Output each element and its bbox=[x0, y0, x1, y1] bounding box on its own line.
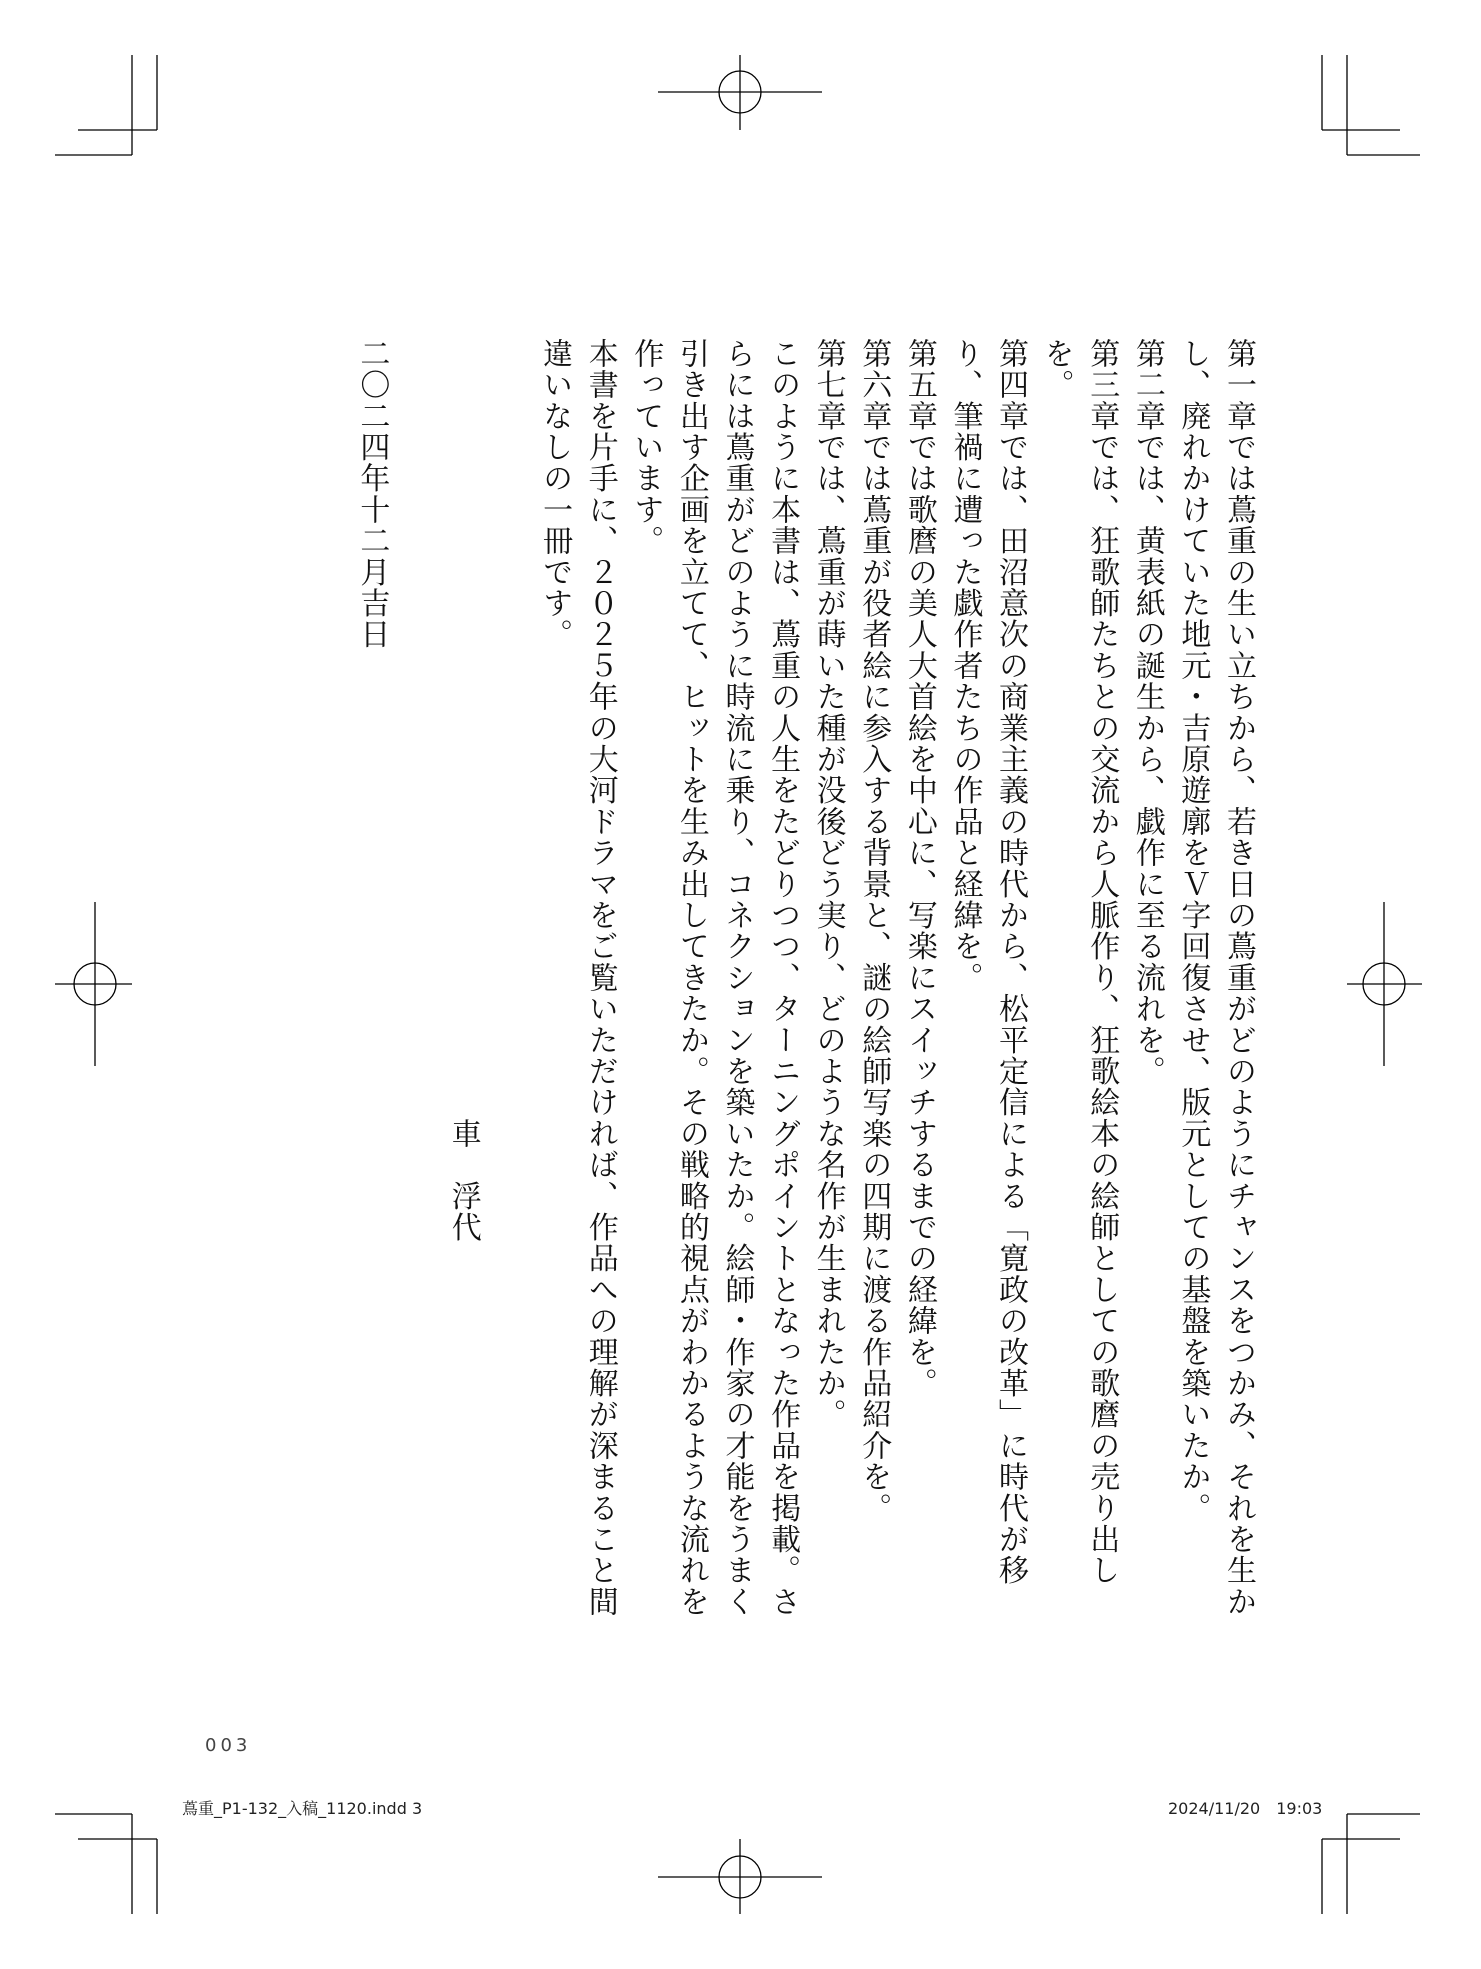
paragraph-chapter-3: 第三章では、狂歌師たちとの交流から人脈作り、狂歌絵本の絵師としての歌麿の売り出しを。 bbox=[1038, 338, 1120, 1586]
author-name: 車 浮代 bbox=[445, 1118, 481, 1243]
paragraph-chapter-6: 第六章では蔦重が役者絵に参入する背景と、謎の絵師写楽の四期に渡る作品紹介を。 bbox=[856, 338, 892, 1524]
registration-mark-left bbox=[55, 902, 132, 1066]
paragraph-closing: 本書を片手に、２０２５年の大河ドラマをご覧いただければ、作品への理解が深まること間違いなしの一冊です。 bbox=[537, 338, 618, 1618]
paragraph-chapter-2: 第二章では、黄表紙の誕生から、戯作に至る流れを。 bbox=[1129, 338, 1165, 1087]
date-line: 二〇二四年十二月吉日 bbox=[354, 338, 390, 650]
paragraph-chapter-1: 第一章では蔦重の生い立ちから、若き日の蔦重がどのようにチャンスをつかみ、それを生かし、廃れかけていた地元・吉原遊廓をＶ字回復させ、版元としての基盤を築いたか。 bbox=[1175, 338, 1256, 1618]
file-name: 蔦重_P1-132_入稿_1120.indd bbox=[182, 1799, 407, 1818]
paragraph-chapter-5: 第五章では歌麿の美人大首絵を中心に、写楽にスイッチするまでの経緯を。 bbox=[901, 338, 937, 1399]
registration-mark-top bbox=[658, 55, 822, 130]
vertical-text-body bbox=[349, 338, 1261, 1628]
print-file-info bbox=[182, 1796, 422, 1819]
registration-mark-right bbox=[1347, 902, 1422, 1066]
print-timestamp: 2024/11/20 19:03 bbox=[1168, 1799, 1323, 1818]
file-page: 3 bbox=[411, 1799, 423, 1818]
paragraph-summary: このように本書は、蔦重の人生をたどりつつ、ターニングポイントとなった作品を掲載。さらには蔦重がどのように時流に乗り、コネクションを築いたか。絵師・作家の才能をうまく引き出す企画を立てて、ヒットを生み出してきたか。その戦略的視点がわかるような流れを作っています。 bbox=[628, 338, 801, 1618]
paragraph-chapter-7: 第七章では、蔦重が蒔いた種が没後どう実り、どのような名作が生まれたか。 bbox=[810, 338, 846, 1430]
registration-mark-bottom bbox=[658, 1839, 822, 1914]
page-number: 003 bbox=[205, 1735, 252, 1756]
paragraph-chapter-4: 第四章では、田沼意次の商業主義の時代から、松平定信による「寛政の改革」に時代が移り、筆禍に遭った戯作者たちの作品と経緯を。 bbox=[947, 338, 1029, 1586]
